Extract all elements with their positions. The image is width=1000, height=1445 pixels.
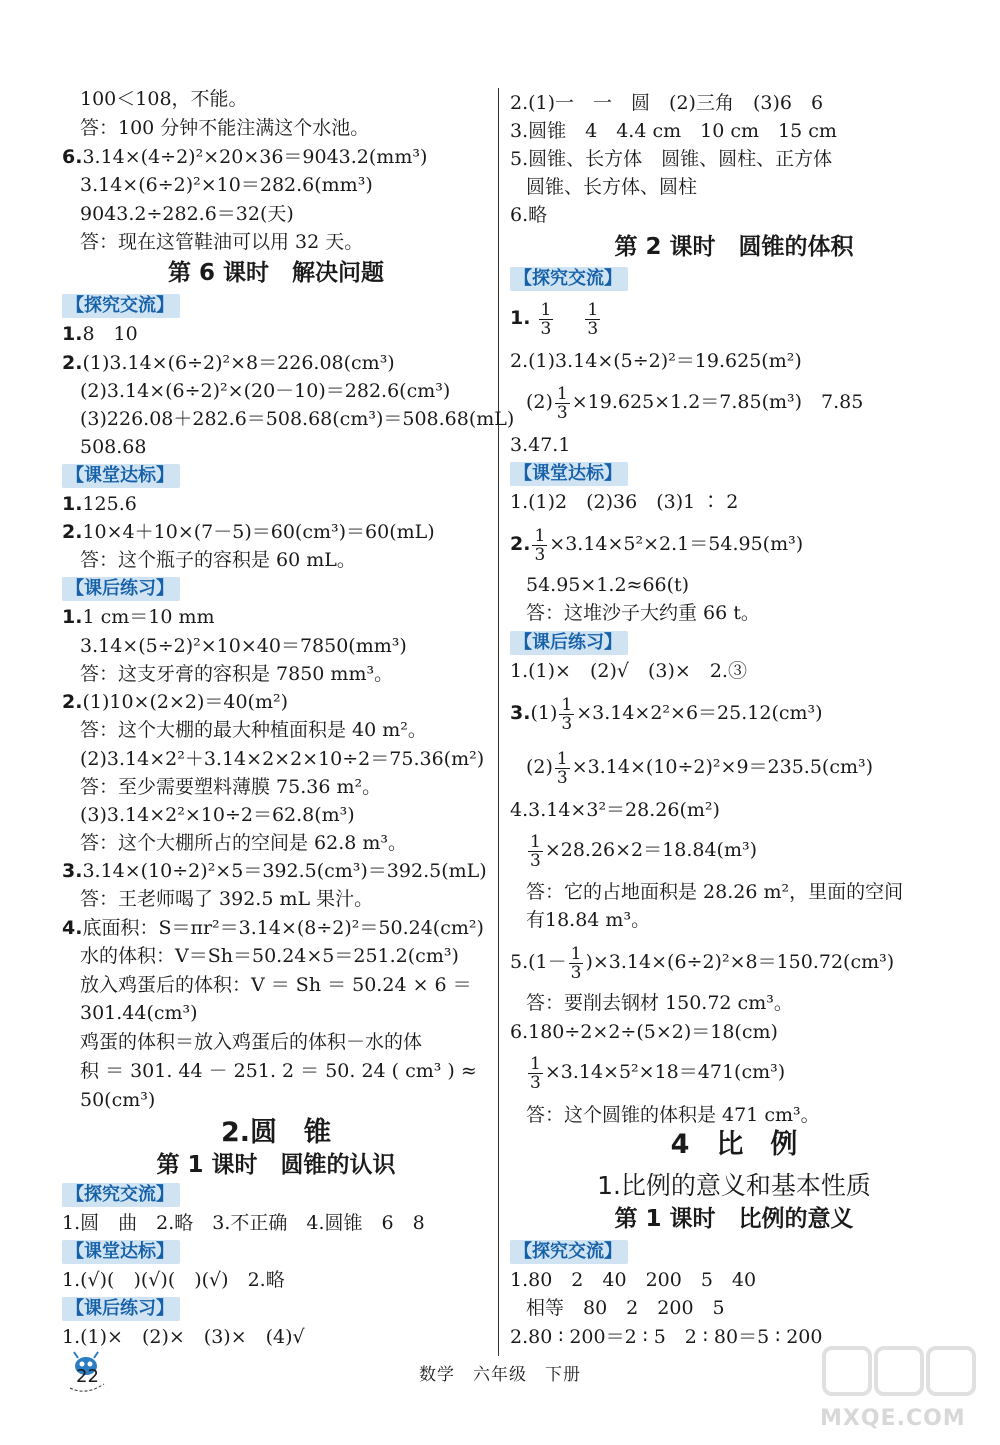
fraction-numerator: 1 xyxy=(556,748,568,769)
fraction xyxy=(528,1055,543,1092)
fraction xyxy=(555,750,570,787)
answer-line: 有18.84 m³。 xyxy=(526,909,651,931)
fraction-numerator: 1 xyxy=(556,383,568,404)
answer-line: 3.14×(5÷2)²×10×40＝7850(mm³) xyxy=(80,635,407,657)
fraction-denominator: 3 xyxy=(587,318,599,339)
answer-line: 答：这个瓶子的容积是 60 mL。 xyxy=(80,549,356,571)
answer-line: 答：它的占地面积是 28.26 m²，里面的空间 xyxy=(526,881,904,903)
fraction-denominator: 3 xyxy=(530,850,541,871)
section-tag: 【探究交流】 xyxy=(510,267,628,291)
fraction-numerator: 1 xyxy=(540,299,552,320)
answer-line xyxy=(510,524,803,564)
section-heading: 1.比例的意义和基本性质 xyxy=(597,1171,871,1200)
answer-text: 8 10 xyxy=(82,323,138,345)
answer-line xyxy=(62,321,138,347)
answer-line xyxy=(510,942,894,982)
page-number: 22 xyxy=(76,1366,99,1387)
lesson-heading: 第 2 课时 圆锥的体积 xyxy=(614,234,854,260)
answer-text: ×3.14×2²×6＝25.12(cm³) xyxy=(576,702,823,724)
answer-text: (2) xyxy=(526,756,553,778)
lesson-heading: 第 6 课时 解决问题 xyxy=(167,260,385,286)
answer-line: 鸡蛋的体积＝放入鸡蛋后的体积－水的体 xyxy=(80,1031,423,1053)
answer-line: 答：这支牙膏的容积是 7850 mm³。 xyxy=(80,663,394,685)
section-tag: 【课堂达标】 xyxy=(62,464,180,488)
answer-line xyxy=(526,747,873,787)
answer-text: 3.14×(10÷2)²×5＝392.5(cm³)＝392.5(mL) xyxy=(82,860,487,882)
fraction-denominator: 3 xyxy=(556,767,568,788)
answer-line xyxy=(62,604,215,630)
question-number: 2. xyxy=(62,352,83,374)
answer-line: 答：现在这管鞋油可以用 32 天。 xyxy=(80,231,364,253)
answer-line: 1.(1)2 (2)36 (3)1 ∶ 2 xyxy=(510,491,739,513)
fraction xyxy=(569,945,584,982)
section-tag: 【课后练习】 xyxy=(62,1297,180,1321)
fraction xyxy=(532,527,547,564)
answer-line xyxy=(526,1052,785,1092)
answer-text: 底面积：S＝πr²＝3.14×(8÷2)²＝50.24(cm²) xyxy=(82,917,484,939)
answer-text: ×28.26×2＝18.84(m³) xyxy=(544,839,758,861)
answer-line: 3.圆锥 4 4.4 cm 10 cm 15 cm xyxy=(510,120,837,142)
section-tag: 【课堂达标】 xyxy=(510,462,628,486)
question-number: 4. xyxy=(62,917,83,939)
answer-line: 答：100 分钟不能注满这个水池。 xyxy=(80,117,370,139)
answer-line: 508.68 xyxy=(80,436,147,458)
answer-line: 圆锥、长方体、圆柱 xyxy=(526,176,698,198)
answer-line: 积 ＝ 301. 44 － 251. 2 ＝ 50. 24 ( cm³ ) ≈ xyxy=(80,1060,477,1082)
lesson-heading: 第 1 课时 圆锥的认识 xyxy=(156,1152,396,1178)
answer-text: ×3.14×(10÷2)²×9＝235.5(cm³) xyxy=(571,756,874,778)
answer-text: ×3.14×5²×18＝471(cm³) xyxy=(544,1061,786,1083)
answer-line: 1.80 2 40 200 5 40 xyxy=(510,1269,757,1291)
fraction-numerator: 1 xyxy=(534,525,546,546)
answer-line: 答：这个大棚的最大种植面积是 40 m²。 xyxy=(80,719,427,741)
answer-line: 9043.2÷282.6＝32(天) xyxy=(80,203,294,225)
answer-line: (2)3.14×(6÷2)²×(20－10)＝282.6(cm³) xyxy=(80,380,451,402)
answer-line: 100＜108，不能。 xyxy=(80,88,248,110)
fraction xyxy=(539,301,554,338)
answer-line xyxy=(62,491,137,517)
question-number: 1. xyxy=(62,323,83,345)
answer-line: 2.80 ∶ 200＝2 ∶ 5 2 ∶ 80＝5 ∶ 200 xyxy=(510,1326,823,1348)
unit-heading: 4 比 例 xyxy=(670,1129,798,1160)
answer-line: 答：王老师喝了 392.5 mL 果汁。 xyxy=(80,888,374,910)
answer-line: 5.圆锥、长方体 圆锥、圆柱、正方体 xyxy=(510,148,833,170)
answer-line: 答：至少需要塑料薄膜 75.36 m²。 xyxy=(80,776,382,798)
fraction-numerator: 1 xyxy=(530,831,541,852)
fraction-denominator: 3 xyxy=(570,962,582,983)
answer-text: (1)10×(2×2)＝40(m²) xyxy=(82,691,289,713)
fraction xyxy=(585,301,600,338)
answer-line: 6.180÷2×2÷(5×2)＝18(cm) xyxy=(510,1021,778,1043)
answer-line xyxy=(62,915,484,941)
answer-line xyxy=(510,693,823,733)
answer-line: 答：要削去钢材 150.72 cm³。 xyxy=(526,992,793,1014)
fraction-denominator: 3 xyxy=(534,544,546,565)
answer-line: 54.95×1.2≈66(t) xyxy=(526,574,690,596)
section-tag: 【探究交流】 xyxy=(62,1183,180,1207)
answer-line: 水的体积：V＝Sh＝50.24×5＝251.2(cm³) xyxy=(80,945,459,967)
answer-line xyxy=(62,144,427,170)
answer-line: 1.(1)× (2)× (3)× (4)√ xyxy=(62,1326,305,1348)
column-divider xyxy=(498,88,499,1356)
answer-line: 6.略 xyxy=(510,204,548,226)
answer-text: 5.(1－ xyxy=(510,951,567,973)
answer-text: (1) xyxy=(530,702,558,724)
answer-line: 答：这个大棚所占的空间是 62.8 m³。 xyxy=(80,832,408,854)
fraction-numerator: 1 xyxy=(561,694,573,715)
lesson-heading: 第 1 课时 比例的意义 xyxy=(614,1206,854,1232)
section-tag: 【课后练习】 xyxy=(62,577,180,601)
answer-line: 2.(1)3.14×(5÷2)²＝19.625(m²) xyxy=(510,350,802,372)
watermark-logo-icon xyxy=(810,1340,990,1410)
book-title: 数学 六年级 下册 xyxy=(419,1365,581,1385)
answer-text: (1)3.14×(6÷2)²×8＝226.08(cm³) xyxy=(82,352,395,374)
fraction-denominator: 3 xyxy=(556,402,568,423)
answer-line: 1.(√)( )(√)( )(√) 2.略 xyxy=(62,1269,285,1291)
answer-line: (3)3.14×2²×10÷2＝62.8(m³) xyxy=(80,804,355,826)
question-number: 2. xyxy=(62,521,83,543)
answer-line xyxy=(526,382,863,422)
answer-text: 10×4＋10×(7－5)＝60(cm³)＝60(mL) xyxy=(82,521,435,543)
section-tag: 【课堂达标】 xyxy=(62,1240,180,1264)
answer-text: ×19.625×1.2＝7.85(m³) 7.85 xyxy=(571,391,864,413)
answer-text: 125.6 xyxy=(82,493,137,515)
unit-heading: 2.圆 锥 xyxy=(220,1117,332,1148)
answer-line: (2)3.14×2²＋3.14×2×2×10÷2＝75.36(m²) xyxy=(80,748,485,770)
fraction-denominator: 3 xyxy=(561,713,573,734)
question-number: 1. xyxy=(62,493,83,515)
answer-text: ×3.14×5²×2.1＝54.95(m³) xyxy=(549,533,804,555)
fraction xyxy=(555,385,570,422)
watermark xyxy=(810,1340,990,1440)
question-number: 3. xyxy=(510,702,531,724)
question-number: 3. xyxy=(62,860,83,882)
answer-line: 50(cm³) xyxy=(80,1089,156,1111)
question-number: 1. xyxy=(62,606,83,628)
answer-line: 1.圆 曲 2.略 3.不正确 4.圆锥 6 8 xyxy=(62,1212,425,1234)
answer-line: 相等 80 2 200 5 xyxy=(526,1297,725,1319)
fraction xyxy=(528,833,543,870)
answer-line xyxy=(526,830,757,870)
answer-line: 2.(1)一 一 圆 (2)三角 (3)6 6 xyxy=(510,92,824,114)
answer-line xyxy=(62,858,487,884)
answer-text: 1 cm＝10 mm xyxy=(82,606,215,628)
fraction-denominator: 3 xyxy=(540,318,552,339)
answer-line xyxy=(62,519,435,545)
answer-line: 301.44(cm³) xyxy=(80,1002,198,1024)
answer-line: 3.14×(6÷2)²×10＝282.6(mm³) xyxy=(80,174,373,196)
answer-line: 1.(1)× (2)√ (3)× 2.③ xyxy=(510,660,747,682)
answer-line: 答：这堆沙子大约重 66 t。 xyxy=(526,602,760,624)
answer-line: (3)226.08＋282.6＝508.68(cm³)＝508.68(mL) xyxy=(80,408,515,430)
fraction-numerator: 1 xyxy=(530,1053,541,1074)
section-tag: 【探究交流】 xyxy=(510,1240,628,1264)
fraction-numerator: 1 xyxy=(570,943,582,964)
section-tag: 【探究交流】 xyxy=(62,294,180,318)
fraction xyxy=(559,696,574,733)
question-number: 2. xyxy=(510,533,531,555)
section-tag: 【课后练习】 xyxy=(510,631,628,655)
answer-line xyxy=(62,689,288,715)
fraction-denominator: 3 xyxy=(530,1072,541,1093)
answer-line xyxy=(62,350,395,376)
question-number: 6. xyxy=(62,146,83,168)
answer-line: 放入鸡蛋后的体积：V ＝ Sh ＝ 50.24 × 6 ＝ xyxy=(80,974,472,996)
answer-text: (2) xyxy=(526,391,553,413)
answer-text: )×3.14×(6÷2)²×8＝150.72(cm³) xyxy=(585,951,895,973)
answer-line: 3.47.1 xyxy=(510,434,571,456)
answer-line: 答：这个圆锥的体积是 471 cm³。 xyxy=(526,1104,820,1126)
watermark-text: MXQE.COM xyxy=(820,1406,966,1431)
question-number: 1. xyxy=(510,307,531,329)
question-number: 2. xyxy=(62,691,83,713)
answer-text: 3.14×(4÷2)²×20×36＝9043.2(mm³) xyxy=(82,146,428,168)
answer-line: 4.3.14×3²＝28.26(m²) xyxy=(510,799,720,821)
fraction-numerator: 1 xyxy=(587,299,599,320)
answer-line xyxy=(510,298,602,338)
